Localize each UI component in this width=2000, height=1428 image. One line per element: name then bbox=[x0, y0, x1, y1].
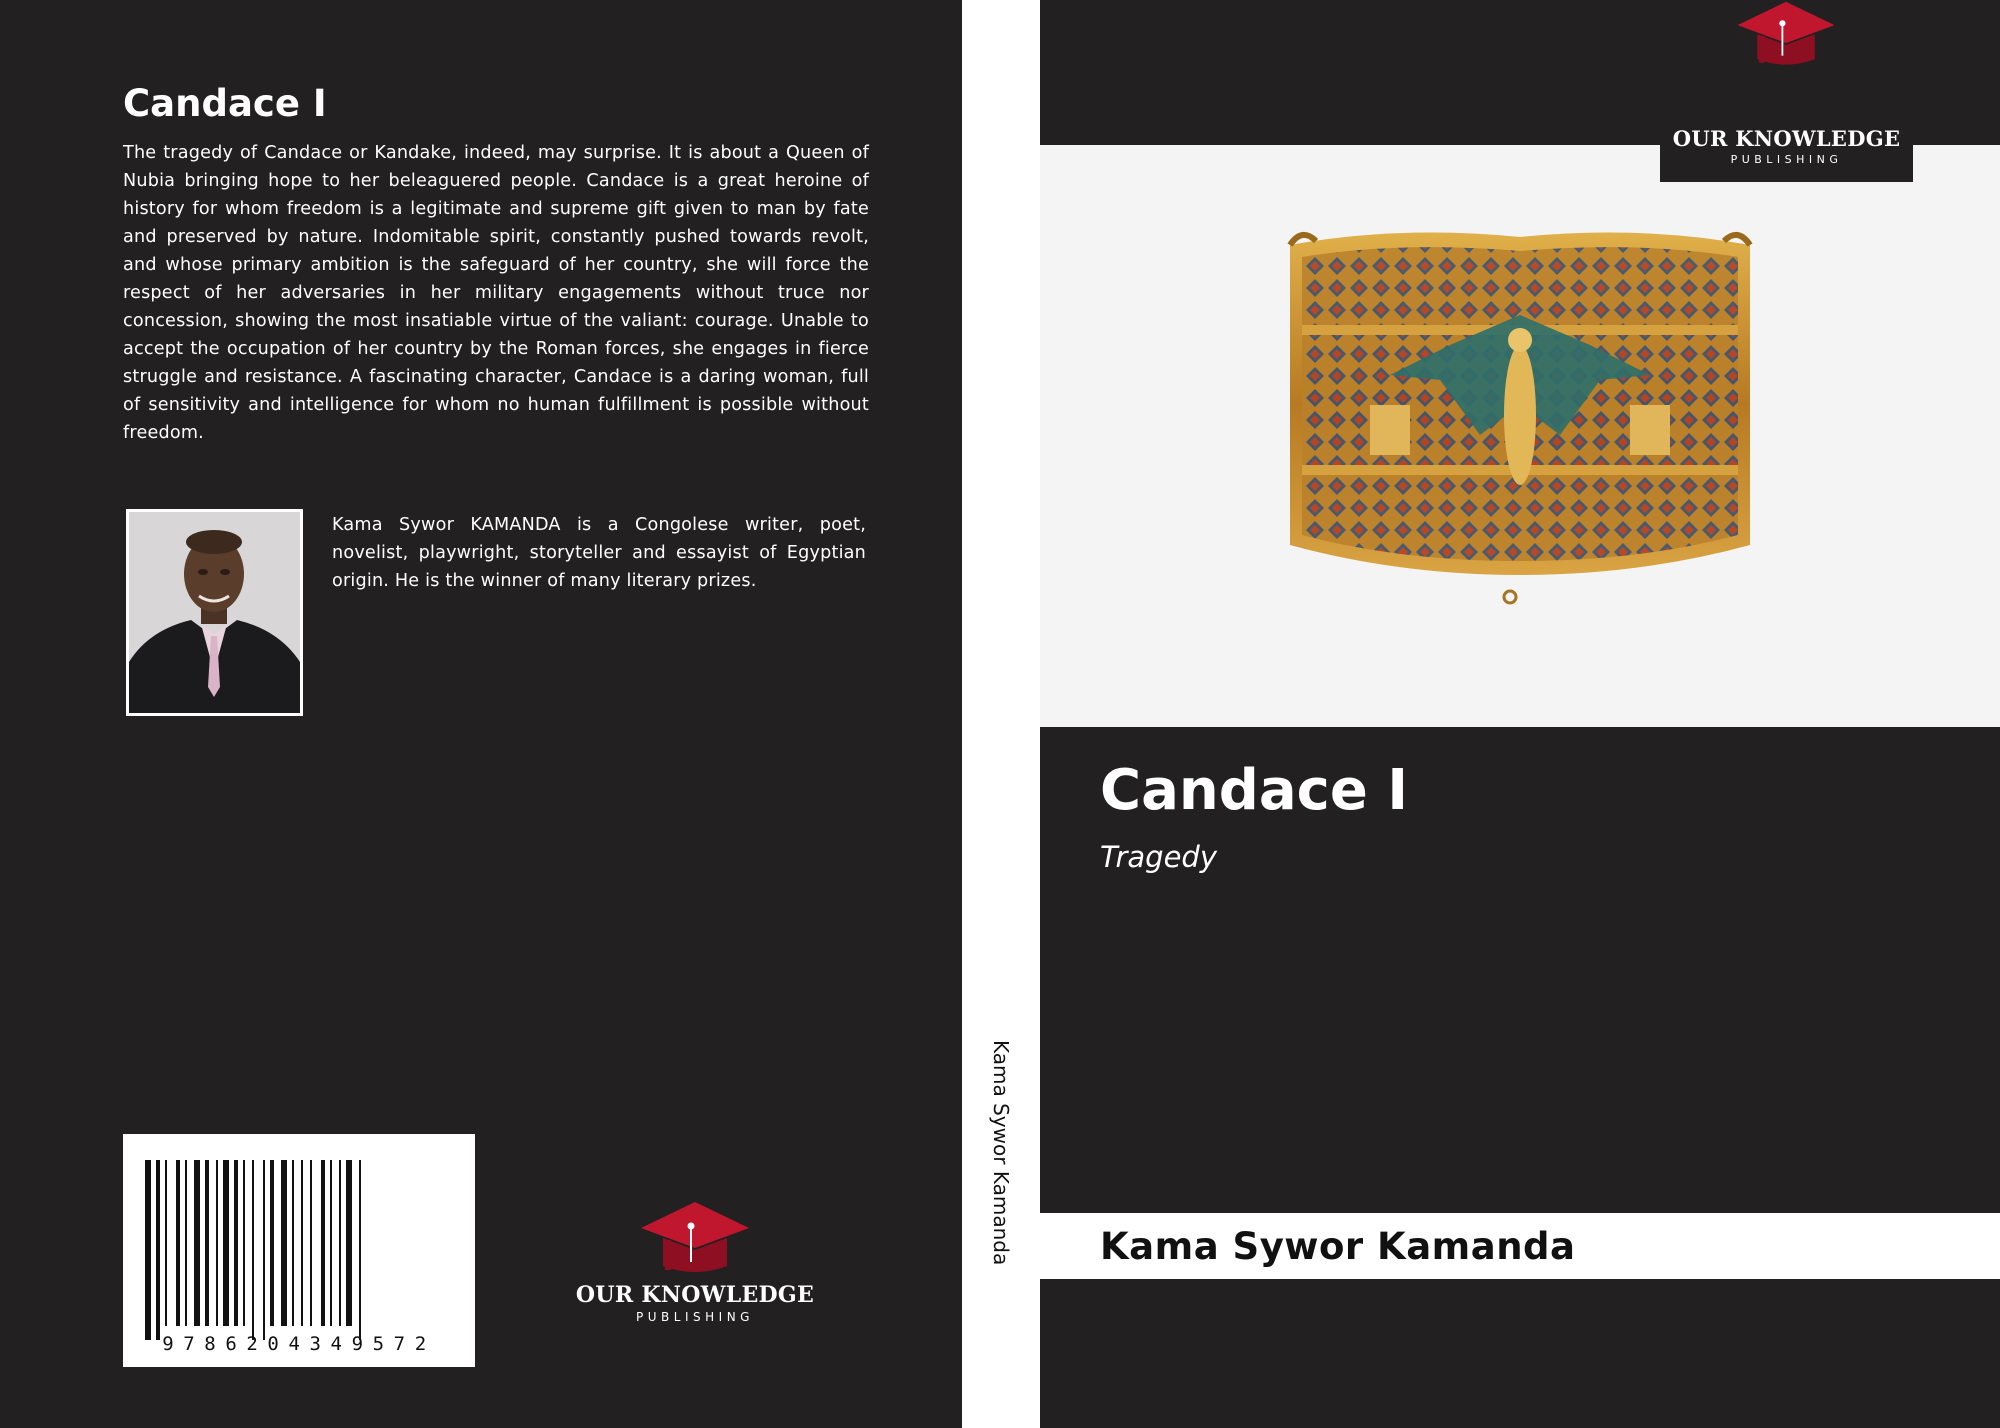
barcode-bar bbox=[216, 1160, 218, 1326]
author-bio: Kama Sywor KAMANDA is a Congolese writer, poet, novelist, playwright, storyteller and essayist of Egyptian origin. He is the winner of many literary prizes. bbox=[332, 515, 866, 591]
author-photo bbox=[126, 509, 303, 716]
author-strip bbox=[1040, 1213, 2000, 1279]
barcode-bar bbox=[346, 1160, 352, 1326]
front-publisher-logo-box bbox=[1660, 0, 1913, 182]
back-cover-blurb: The tragedy of Candace or Kandake, indeed, may surprise. It is about a Queen of Nubia bringing hope to her beleaguered people. Candace is a great heroine of history for whom freedom is a legitimate and supreme gift given to man by fate and preserved by nature. Indomitable spirit, constantly pushed towards revolt, and whose primary ambition is the safeguard of her country, she will force the respect of her adversaries in her military engagements without truce nor concession, showing the most insatiable virtue of the valiant: courage. Unable to accept the occupation of her country by the Roman forces, she engages in fierce struggle and resistance. A fascinating character, Candace is a daring woman, full of sensitivity and intelligence for whom no human fulfillment is possible without freedom. bbox=[123, 143, 869, 443]
back-publisher-tagline: PUBLISHING bbox=[636, 1310, 754, 1324]
isbn-digits: 9786204349572 bbox=[162, 1333, 436, 1355]
barcode-bar bbox=[321, 1160, 325, 1326]
barcode-bar bbox=[330, 1160, 332, 1326]
barcode-bar bbox=[310, 1160, 312, 1326]
barcode-bar bbox=[176, 1160, 180, 1326]
front-cover-title: Candace I bbox=[1100, 758, 1409, 823]
graduation-cap-icon bbox=[1731, 0, 1841, 70]
front-publisher-logo bbox=[1660, 52, 1913, 166]
front-publisher-name: OUR KNOWLEDGE bbox=[1672, 126, 1901, 151]
barcode-bar bbox=[145, 1160, 151, 1340]
back-publisher-logo bbox=[570, 1200, 820, 1324]
barcode-bar bbox=[292, 1160, 294, 1326]
spine-author: Kama Sywor Kamanda bbox=[989, 1040, 1013, 1266]
barcode-bar bbox=[252, 1160, 254, 1340]
spine bbox=[962, 0, 1040, 1428]
front-cover-author: Kama Sywor Kamanda bbox=[1100, 1225, 1576, 1268]
front-publisher-tagline: PUBLISHING bbox=[1730, 153, 1843, 166]
barcode-bar bbox=[194, 1160, 200, 1326]
barcode-bar bbox=[205, 1160, 209, 1326]
golden-bracelet-image bbox=[1040, 145, 2000, 727]
barcode-bar bbox=[339, 1160, 341, 1326]
barcode bbox=[123, 1134, 475, 1367]
barcode-bar bbox=[301, 1160, 303, 1326]
barcode-bar bbox=[359, 1160, 361, 1340]
barcode-bar bbox=[165, 1160, 167, 1326]
barcode-bar bbox=[156, 1160, 160, 1340]
graduation-cap-icon bbox=[635, 1200, 755, 1278]
barcode-bar bbox=[223, 1160, 229, 1326]
back-cover bbox=[0, 0, 962, 1428]
barcode-bar bbox=[243, 1160, 245, 1326]
back-publisher-name: OUR KNOWLEDGE bbox=[575, 1282, 815, 1308]
cover-illustration bbox=[1040, 145, 2000, 727]
barcode-bar bbox=[281, 1160, 287, 1326]
front-cover bbox=[1040, 0, 2000, 1428]
front-cover-subtitle: Tragedy bbox=[1100, 840, 1217, 874]
barcode-bar bbox=[270, 1160, 274, 1326]
barcode-bar bbox=[185, 1160, 187, 1326]
barcode-bar bbox=[234, 1160, 238, 1326]
back-cover-title: Candace I bbox=[123, 82, 327, 125]
barcode-bar bbox=[263, 1160, 265, 1340]
